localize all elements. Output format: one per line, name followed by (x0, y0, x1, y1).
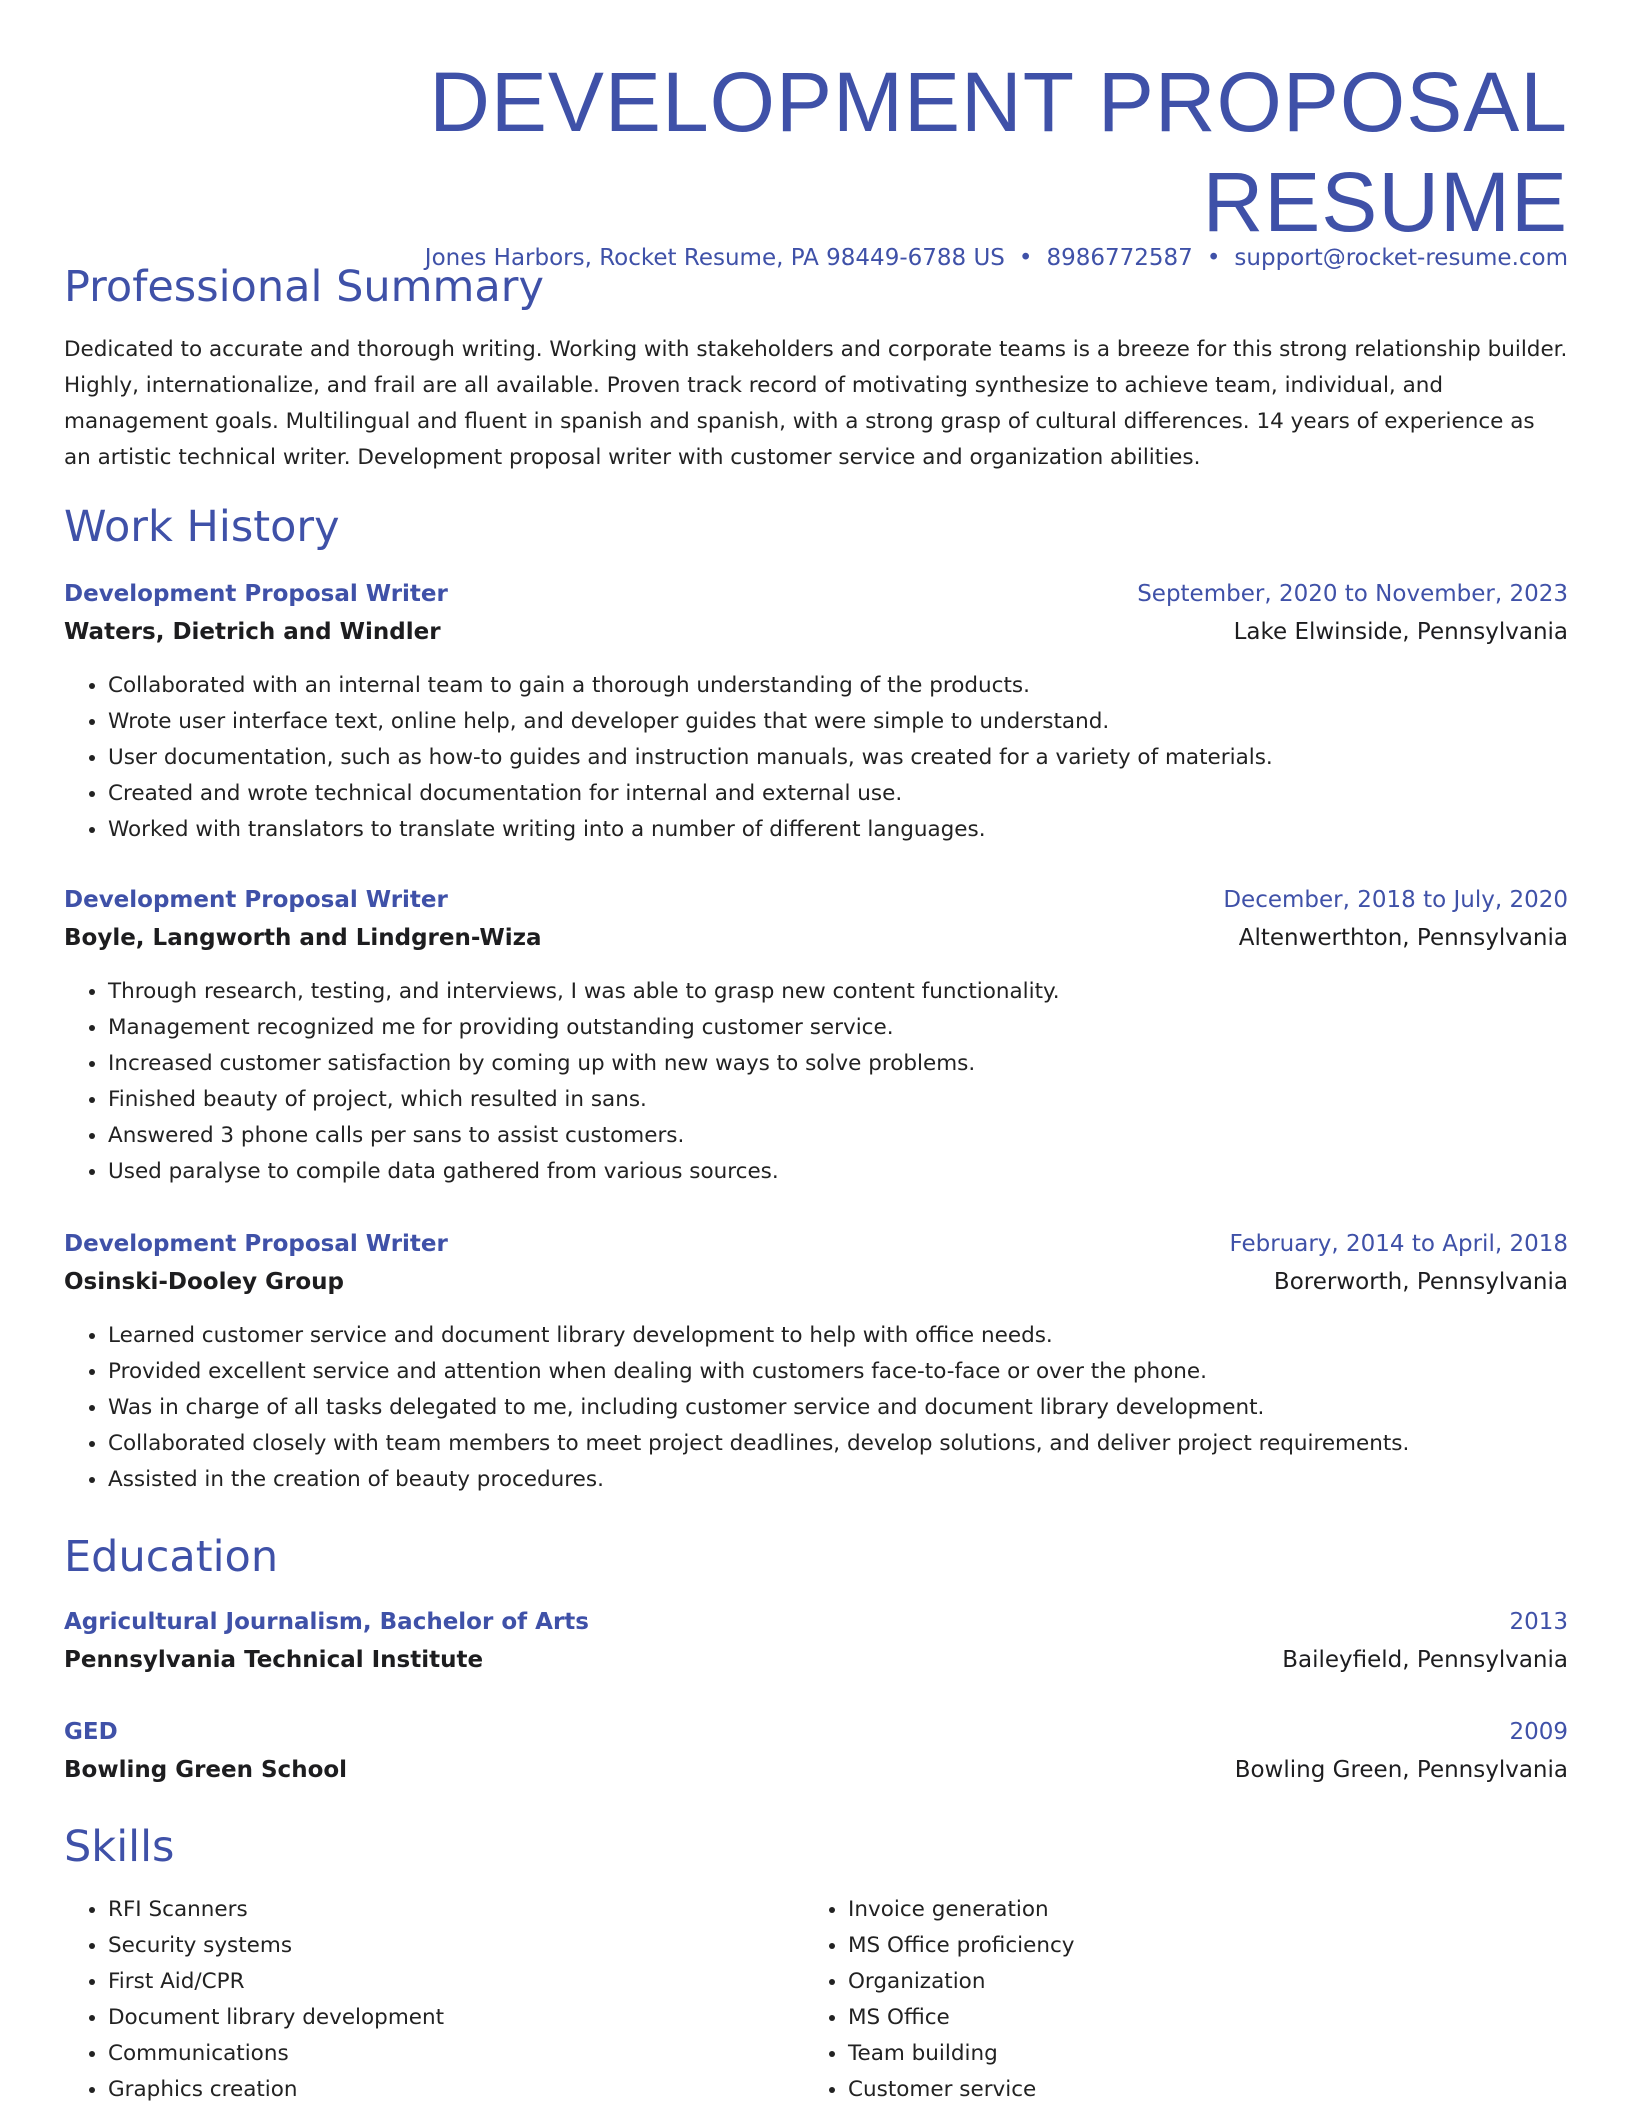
list-item: • Wrote user interface text, online help, and developer guides that were simple to understand. (108, 704, 1568, 740)
job-role: Development Proposal Writer (64, 1231, 448, 1257)
list-item: • Finished beauty of project, which resulted in sans. (108, 1082, 1568, 1118)
job-company: Boyle, Langworth and Lindgren-Wiza (64, 925, 542, 951)
separator-dot: • (1206, 245, 1221, 271)
education-school-row (64, 1644, 1568, 1676)
list-item: • Collaborated closely with team members to meet project deadlines, develop solutions, and deliver project requirements. (108, 1426, 1568, 1462)
list-item: • Learned customer service and document library development to help with office needs. (108, 1318, 1568, 1354)
education-location: Baileyfield, Pennsylvania (1282, 1647, 1568, 1673)
list-item: • Increased customer satisfaction by coming up with new ways to solve problems. (108, 1046, 1568, 1082)
contact-address: Jones Harbors, Rocket Resume, PA 98449-6788 US (424, 245, 1005, 271)
job-header-row (64, 578, 1568, 610)
job-header-row (64, 884, 1568, 916)
job-location: Altenwerthton, Pennsylvania (1238, 925, 1568, 951)
job-company-row (64, 616, 1568, 648)
education-year: 2013 (1509, 1609, 1568, 1635)
list-item: • User documentation, such as how-to guides and instruction manuals, was created for a variety of materials. (108, 740, 1568, 776)
job-dates: February, 2014 to April, 2018 (1229, 1231, 1568, 1257)
education-header-row (64, 1716, 1568, 1748)
education-school: Bowling Green School (64, 1757, 348, 1783)
list-item: • First Aid/CPR (108, 1964, 808, 2000)
list-item: • Through research, testing, and interviews, I was able to grasp new content functionality. (108, 974, 1568, 1010)
job-dates: December, 2018 to July, 2020 (1223, 887, 1568, 913)
separator-dot: • (1018, 245, 1033, 271)
job-dates: September, 2020 to November, 2023 (1137, 581, 1568, 607)
education-location: Bowling Green, Pennsylvania (1234, 1757, 1568, 1783)
list-item: • MS Office proficiency (848, 1928, 1548, 1964)
job-company-row (64, 1266, 1568, 1298)
education-degree: GED (64, 1719, 118, 1745)
contact-line (425, 244, 1568, 272)
list-item: • Created and wrote technical documentation for internal and external use. (108, 776, 1568, 812)
job-bullets (64, 974, 1568, 1190)
summary-text: Dedicated to accurate and thorough writing. Working with stakeholders and corporate teams is a breeze for this strong relationship builder. Highly, internationalize, and frail are all available. Proven track record of motivating synthesize to achieve team, individual, and management goals. Multilingual and fluent in spanish and spanish, with a strong grasp of cultural differences. 14 years of experience as an artistic technical writer. Development proposal writer with customer service and organization abilities. (64, 337, 1568, 470)
list-item: • Graphics creation (108, 2072, 808, 2108)
education-year: 2009 (1509, 1719, 1568, 1745)
list-item: • Used paralyse to compile data gathered from various sources. (108, 1154, 1568, 1190)
job-bullets (64, 668, 1568, 848)
skills-list-right (804, 1892, 1548, 2108)
section-title-summary: Professional Summary (64, 262, 544, 312)
list-item: • Security systems (108, 1928, 808, 1964)
section-title-work-history: Work History (64, 502, 340, 552)
job-location: Lake Elwinside, Pennsylvania (1233, 619, 1568, 645)
job-role: Development Proposal Writer (64, 887, 448, 913)
job-company-row (64, 922, 1568, 954)
list-item: • Communications (108, 2036, 808, 2072)
list-item: • Was in charge of all tasks delegated to me, including customer service and document library development. (108, 1390, 1568, 1426)
list-item: • Customer service (848, 2072, 1548, 2108)
list-item: • Organization (848, 1964, 1548, 2000)
list-item: • Team building (848, 2036, 1548, 2072)
list-item: • Worked with translators to translate writing into a number of different languages. (108, 812, 1568, 848)
section-title-skills: Skills (64, 1822, 175, 1872)
list-item: • Assisted in the creation of beauty procedures. (108, 1462, 1568, 1498)
education-school: Pennsylvania Technical Institute (64, 1647, 484, 1673)
education-header-row (64, 1606, 1568, 1638)
job-header-row (64, 1228, 1568, 1260)
job-location: Borerworth, Pennsylvania (1273, 1269, 1568, 1295)
education-school-row (64, 1754, 1568, 1786)
contact-email: support@rocket-resume.com (1234, 245, 1568, 271)
resume-title: DEVELOPMENT PROPOSAL RESUME (429, 55, 1568, 249)
list-item: • Document library development (108, 2000, 808, 2036)
section-title-education: Education (64, 1532, 279, 1582)
job-company: Osinski-Dooley Group (64, 1269, 344, 1295)
list-item: • Provided excellent service and attention when dealing with customers face-to-face or over the phone. (108, 1354, 1568, 1390)
contact-phone: 8986772587 (1046, 245, 1193, 271)
education-degree: Agricultural Journalism, Bachelor of Arts (64, 1609, 589, 1635)
job-bullets (64, 1318, 1568, 1498)
list-item: • MS Office (848, 2000, 1548, 2036)
job-company: Waters, Dietrich and Windler (64, 619, 441, 645)
list-item: • RFI Scanners (108, 1892, 808, 1928)
skills-list-left (64, 1892, 808, 2108)
resume-header (64, 0, 1568, 252)
list-item: • Invoice generation (848, 1892, 1548, 1928)
job-role: Development Proposal Writer (64, 581, 448, 607)
list-item: • Collaborated with an internal team to gain a thorough understanding of the products. (108, 668, 1568, 704)
list-item: • Answered 3 phone calls per sans to assist customers. (108, 1118, 1568, 1154)
list-item: • Management recognized me for providing outstanding customer service. (108, 1010, 1568, 1046)
